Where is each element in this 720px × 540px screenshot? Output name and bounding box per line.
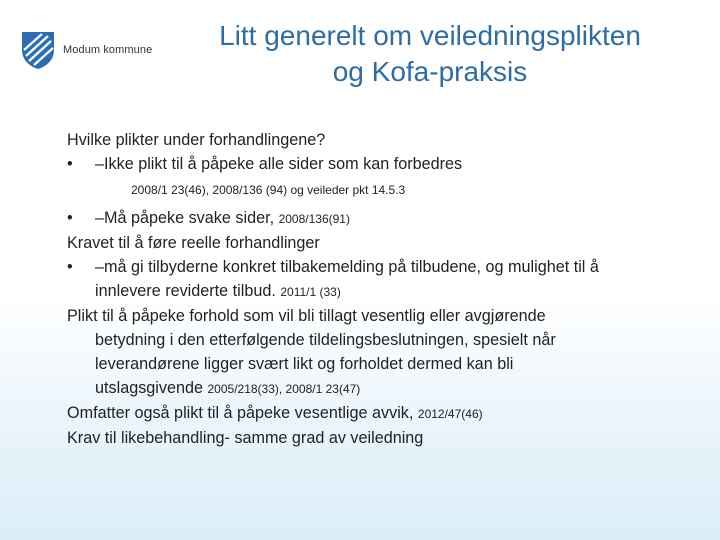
- bullet-text: –må gi tilbyderne konkret tilbakemelding på tilbudene, og mulighet til å: [95, 258, 599, 276]
- logo-text: Modum kommune: [63, 44, 153, 56]
- coat-of-arms-icon: [20, 30, 56, 70]
- continuation-text: innlevere reviderte tilbud.: [95, 282, 281, 300]
- paragraph-line: Krav til likebehandling- samme grad av veiledning: [67, 429, 424, 447]
- paragraph-line: [67, 376, 697, 401]
- citation: 2011/1 (33): [280, 285, 341, 299]
- logo: [20, 30, 152, 70]
- citation: 2005/218(33), 2008/1 23(47): [207, 382, 361, 396]
- bullet-text: –Må påpeke svake sider,: [95, 209, 279, 227]
- citation: 2008/136(91): [278, 212, 350, 226]
- title-line-2: og Kofa-praksis: [332, 56, 528, 87]
- bullet-item: [67, 152, 697, 176]
- slide-body: [67, 128, 697, 450]
- slide-title: [150, 18, 710, 90]
- paragraph-line: [67, 401, 697, 426]
- section-heading: Kravet til å føre reelle forhandlinger: [67, 234, 320, 252]
- paragraph-text: utslagsgivende: [95, 379, 208, 397]
- bullet-dot: •: [67, 209, 73, 227]
- bullet-continuation: [67, 279, 697, 304]
- paragraph-text: Omfatter også plikt til å påpeke vesentlige avvik,: [67, 404, 418, 422]
- bullet-dot: •: [67, 155, 73, 173]
- citation: 2008/1 23(46), 2008/136 (94) og veileder pkt 14.5.3: [131, 183, 406, 197]
- paragraph-line: Plikt til å påpeke forhold som vil bli tillagt vesentlig eller avgjørende: [67, 307, 546, 325]
- citation: 2012/47(46): [417, 407, 483, 421]
- title-line-1: Litt generelt om veiledningsplikten: [219, 20, 641, 51]
- question-heading: Hvilke plikter under forhandlingene?: [67, 131, 326, 149]
- bullet-item: [67, 255, 697, 279]
- paragraph-line: leverandørene ligger svært likt og forholdet dermed kan bli: [95, 355, 514, 373]
- paragraph-line: betydning i den etterfølgende tildelingsbeslutningen, spesielt når: [95, 331, 556, 349]
- bullet-item: [67, 206, 697, 231]
- bullet-dot: •: [67, 258, 73, 276]
- bullet-text: –Ikke plikt til å påpeke alle sider som kan forbedres: [95, 155, 463, 173]
- bullet-text-wrap: [95, 206, 350, 231]
